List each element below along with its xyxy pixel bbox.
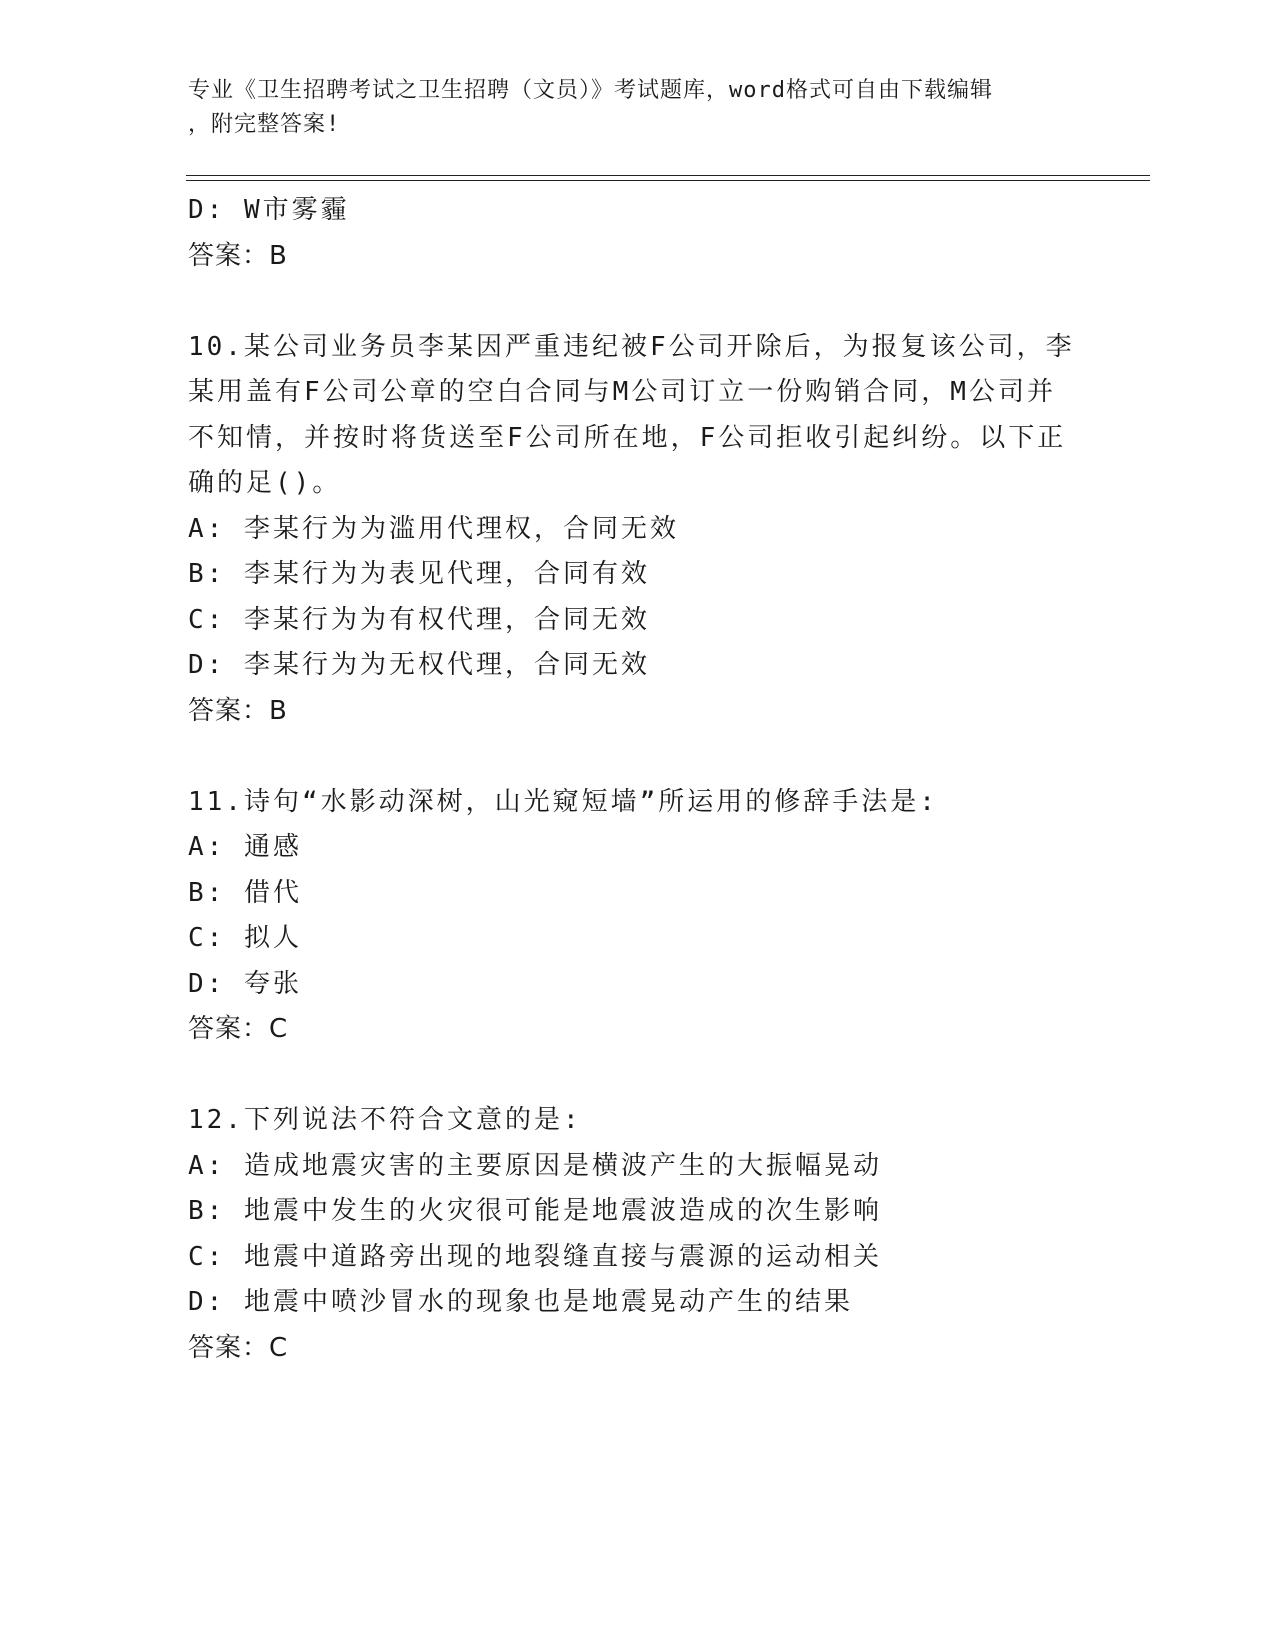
question-10-option-d: D: 李某行为为无权代理，合同无效: [188, 650, 650, 680]
header-divider-top: [186, 175, 1150, 176]
spacer: [188, 279, 1088, 325]
question-12-stem: 12.下列说法不符合文意的是:: [188, 1105, 582, 1135]
question-11-option-a: A: 通感: [188, 832, 302, 862]
question-10-option-b: B: 李某行为为表见代理，合同有效: [188, 559, 650, 589]
question-12-option-a: A: 造成地震灾害的主要原因是横波产生的大振幅晃动: [188, 1150, 882, 1181]
question-10: [188, 325, 1088, 735]
question-12: [188, 1098, 1088, 1371]
question-9-option-d: D: W市雾霾: [188, 195, 350, 225]
question-11-answer: 答案：C: [188, 1014, 289, 1044]
question-11-stem: 11.诗句“水影动深树，山光窥短墙”所运用的修辞手法是:: [188, 786, 938, 817]
question-12-option-c: C: 地震中道路旁出现的地裂缝直接与震源的运动相关: [188, 1241, 882, 1272]
question-12-option-d: D: 地震中喷沙冒水的现象也是地震晃动产生的结果: [188, 1287, 853, 1317]
question-11-option-c: C: 拟人: [188, 923, 302, 953]
question-9-answer: 答案：B: [188, 240, 288, 271]
header-line-2: ，附完整答案!: [188, 112, 341, 137]
question-11-option-b: B: 借代: [188, 877, 302, 908]
question-10-option-a: A: 李某行为为滥用代理权，合同无效: [188, 513, 679, 544]
question-11: [188, 780, 1088, 1053]
page-header: [188, 74, 1068, 142]
header-divider-bottom: [186, 180, 1150, 181]
question-12-option-b: B: 地震中发生的火灾很可能是地震波造成的次生影响: [188, 1196, 882, 1226]
spacer: [188, 734, 1088, 780]
header-line-1: 专业《卫生招聘考试之卫生招聘（文员）》考试题库，word格式可自由下载编辑: [188, 78, 993, 103]
question-10-stem: 10.某公司业务员李某因严重违纪被F公司开除后，为报复该公司，李某用盖有F公司公章的空白合同与M公司订立一份购销合同，M公司并不知情，并按时将货送至F公司所在地，F公司拒收引起纠纷。以下正确的足()。: [188, 331, 1075, 498]
question-10-answer: 答案：B: [188, 695, 288, 726]
question-12-answer: 答案：C: [188, 1332, 289, 1363]
question-list: [188, 188, 1088, 1371]
spacer: [188, 1053, 1088, 1099]
question-10-option-c: C: 李某行为为有权代理，合同无效: [188, 604, 650, 635]
question-11-option-d: D: 夸张: [188, 968, 302, 999]
